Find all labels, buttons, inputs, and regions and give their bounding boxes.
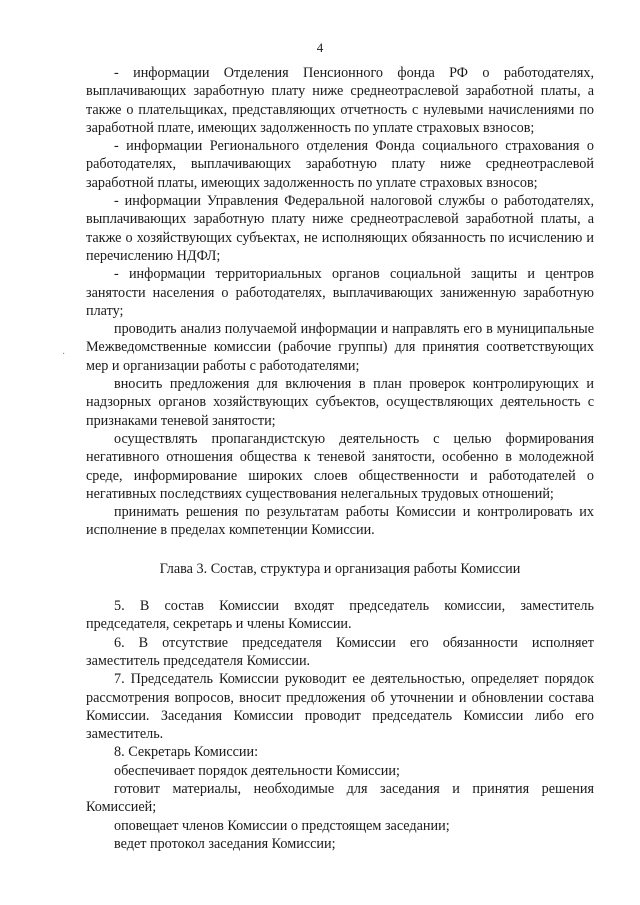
paragraph: оповещает членов Комиссии о предстоящем заседании; <box>114 817 450 834</box>
paragraph: готовит материалы, необходимые для заседания и принятия решения Комиссией; <box>86 780 594 816</box>
paragraph: проводить анализ получаемой информации и направлять его в муниципальные Межведомственные комиссии (рабочие группы) для принятия соответствующих мер и организации работы с работодателями; <box>86 321 594 374</box>
chapter-heading: Глава 3. Состав, структура и организация работы Комиссии <box>159 560 521 577</box>
document-body <box>86 64 594 853</box>
paragraph: 5. В состав Комиссии входят председатель комиссии, заместитель председателя, секретарь и члены Комиссии. <box>86 598 594 633</box>
paragraph: принимать решения по результатам работы Комиссии и контролировать их исполнение в пределах компетенции Комиссии. <box>86 504 594 539</box>
paragraph: вносить предложения для включения в план проверок контролирующих и надзорных органов хозяйствующих субъектов, осуществляющих деятельность с признаками теневой занятости; <box>86 376 594 429</box>
paragraph: 6. В отсутствие председателя Комиссии его обязанности исполняет заместитель председателя Комиссии. <box>86 634 594 669</box>
paragraph: - информации Регионального отделения Фонда социального страхования о работодателях, выплачивающих заработную плату ниже среднеотраслевой заработной платы, имеющих задолженность по уплате страховых взносов; <box>86 138 594 191</box>
margin-mark: · <box>62 349 66 360</box>
paragraph: - информации Управления Федеральной налоговой службы о работодателях, выплачивающих заработную плату ниже среднеотраслевой заработной платы, а также о хозяйствующих субъектах, не исполняющих обязанность по исчислению и перечислению НДФЛ; <box>86 193 594 264</box>
page-number: 4 <box>316 40 324 55</box>
paragraph: - информации территориальных органов социальной защиты и центров занятости населения о работодателях, выплачивающих заниженную заработную плату; <box>86 266 594 319</box>
paragraph: - информации Отделения Пенсионного фонда РФ о работодателях, выплачивающих заработную плату ниже среднеотраслевой заработной платы, а также о плательщиках, представляющих отчетность с нулевыми начислениями по заработной плате, имеющих задолженность по уплате страховых взносов; <box>86 65 594 136</box>
paragraph: 7. Председатель Комиссии руководит ее деятельностью, определяет порядок рассмотрения вопросов, вносит предложения об уточнении и обновлении состава Комиссии. Заседания Комиссии проводит председатель Комиссии либо его заместитель. <box>86 671 594 743</box>
paragraph: ведет протокол заседания Комиссии; <box>114 835 336 852</box>
paragraph: 8. Секретарь Комиссии: <box>114 744 259 761</box>
paragraph: осуществлять пропагандистскую деятельность с целью формирования негативного отношения общества к теневой занятости, особенно в молодежной среде, информирование широких слоев общественности и работодателей о негативных последствиях существования нелегальных трудовых отношений; <box>86 430 594 502</box>
paragraph: обеспечивает порядок деятельности Комиссии; <box>114 762 400 779</box>
